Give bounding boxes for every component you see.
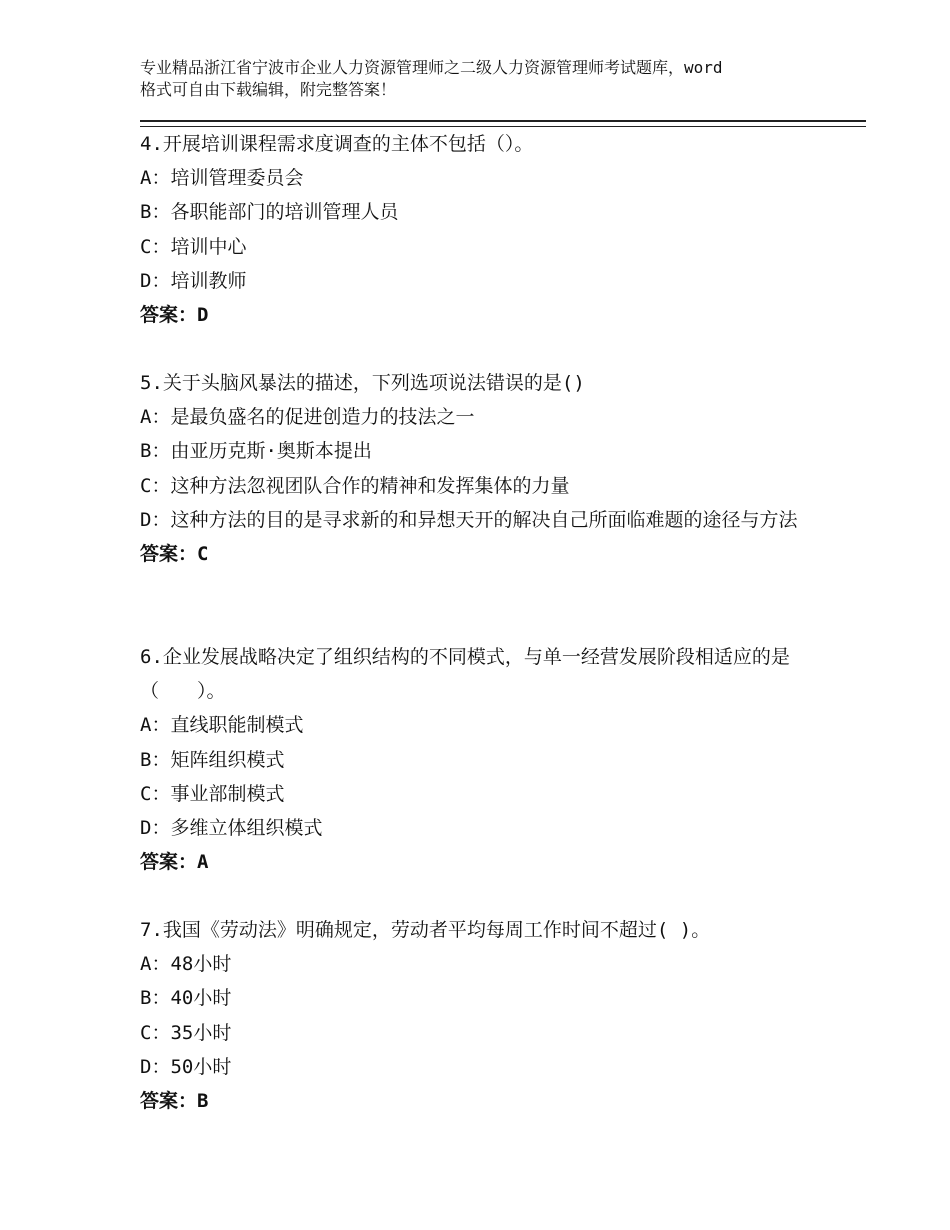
answer-label: 答案： [140, 543, 198, 566]
question-block [140, 640, 820, 879]
answer-label: 答案： [140, 1090, 198, 1113]
answer-value: A [197, 851, 209, 874]
answer-line [140, 1084, 820, 1118]
option-d: D：培训教师 [140, 269, 247, 292]
header-line-1: 专业精品浙江省宁波市企业人力资源管理师之二级人力资源管理师考试题库，word [140, 58, 723, 77]
option-d: D：50小时 [140, 1055, 232, 1078]
option-a: A：是最负盛名的促进创造力的技法之一 [140, 406, 475, 429]
document-header [140, 57, 840, 101]
question-stem: 6.企业发展战略决定了组织结构的不同模式，与单一经营发展阶段相适应的是（ ）。 [140, 646, 790, 703]
answer-line [140, 845, 820, 879]
question-stem: 7.我国《劳动法》明确规定，劳动者平均每周工作时间不超过( )。 [140, 919, 711, 941]
answer-value: D [197, 304, 209, 327]
option-b: B：各职能部门的培训管理人员 [140, 201, 399, 224]
option-c: C：35小时 [140, 1021, 232, 1044]
question-stem: 4.开展培训课程需求度调查的主体不包括（）。 [140, 133, 534, 155]
answer-line [140, 298, 820, 332]
option-d: D：多维立体组织模式 [140, 817, 323, 840]
question-block [140, 366, 820, 571]
option-b: B：矩阵组织模式 [140, 748, 285, 771]
option-c: C：事业部制模式 [140, 782, 285, 805]
option-d: D：这种方法的目的是寻求新的和异想天开的解决自己所面临难题的途径与方法 [140, 508, 798, 531]
option-b: B：40小时 [140, 987, 232, 1010]
question-stem: 5.关于头脑风暴法的描述，下列选项说法错误的是() [140, 372, 585, 394]
question-block [140, 913, 820, 1118]
option-c: C：这种方法忽视团队合作的精神和发挥集体的力量 [140, 474, 570, 497]
option-a: A：48小时 [140, 953, 232, 976]
answer-line [140, 537, 820, 571]
answer-value: B [197, 1090, 209, 1113]
answer-value: C [197, 543, 209, 566]
answer-label: 答案： [140, 851, 198, 874]
option-c: C：培训中心 [140, 235, 247, 258]
header-divider [140, 120, 866, 127]
option-b: B：由亚历克斯·奥斯本提出 [140, 440, 372, 463]
option-a: A：直线职能制模式 [140, 714, 304, 737]
option-a: A：培训管理委员会 [140, 167, 304, 190]
question-block [140, 127, 820, 332]
header-line-2: 格式可自由下载编辑，附完整答案！ [140, 80, 397, 99]
answer-label: 答案： [140, 304, 198, 327]
